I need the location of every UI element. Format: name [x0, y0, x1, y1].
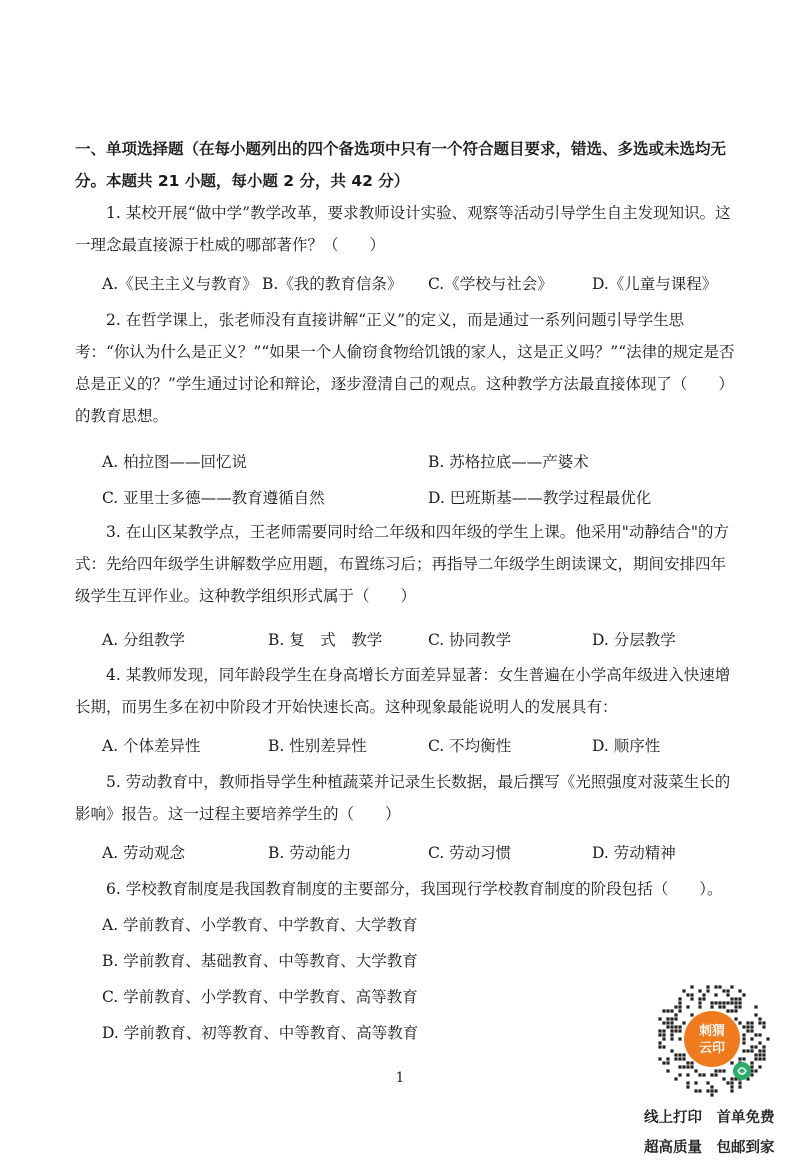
mini-program-icon — [733, 1062, 751, 1080]
page-number: 1 — [395, 1070, 405, 1086]
question-6-option-d: D. 学前教育、初等教育、中等教育、高等教育 — [102, 1024, 419, 1042]
question-3-option-b: B. 复 式 教学 — [268, 631, 383, 649]
question-1-stem: 1. 某校开展“做中学”教学改革，要求教师设计实验、观察等活动引导学生自主发现知识。这一理念最直接源于杜威的哪部著作？（ ） — [75, 204, 731, 254]
question-5-option-d: D. 劳动精神 — [592, 844, 676, 862]
question-1-option-d: D.《儿童与课程》 — [592, 275, 718, 293]
question-3-option-d: D. 分层教学 — [592, 631, 676, 649]
question-4-option-a: A. 个体差异性 — [102, 737, 201, 755]
question-6-option-b: B. 学前教育、基础教育、中等教育、大学教育 — [102, 952, 418, 970]
question-4-stem: 4. 某教师发现，同年龄段学生在身高增长方面差异显著：女生普遍在小学高年级进入快速增长期，而男生多在初中阶段才开始快速长高。这种现象最能说明人的发展具有： — [75, 666, 731, 716]
section-heading: 一、单项选择题（在每小题列出的四个备选项中只有一个符合题目要求，错选、多选或未选均无分。本题共 21 小题，每小题 2 分，共 42 分） — [75, 140, 727, 190]
question-2-option-a: A. 柏拉图——回忆说 — [102, 453, 248, 471]
question-5-option-a: A. 劳动观念 — [102, 844, 186, 862]
question-4-option-d: D. 顺序性 — [592, 737, 661, 755]
question-3-option-a: A. 分组教学 — [102, 631, 186, 649]
advert-line-1: 线上打印 首单免费 — [644, 1110, 775, 1126]
question-5-option-b: B. 劳动能力 — [268, 844, 352, 862]
question-3-stem: 3. 在山区某教学点，王老师需要同时给二年级和四年级的学生上课。他采用"动静结合"的方式：先给四年级学生讲解数学应用题，布置练习后；再指导二年级学生朗读课文，期间安排四年级学生互评作业。这种教学组织形式属于（ ） — [75, 523, 729, 605]
question-2-option-b: B. 苏格拉底——产婆术 — [428, 453, 589, 471]
question-2-stem: 2. 在哲学课上，张老师没有直接讲解“正义”的定义，而是通过一系列问题引导学生思考：“你认为什么是正义？”“如果一个人偷窃食物给饥饿的家人，这是正义吗？”“法律的规定是否总是正义的？”学生通过讨论和辩论，逐步澄清自己的观点。这种教学方法最直接体现了（ ）的教育思想。 — [75, 311, 735, 425]
question-1-option-c: C.《学校与社会》 — [428, 275, 553, 293]
question-6-option-c: C. 学前教育、小学教育、中学教育、高等教育 — [102, 988, 418, 1006]
qr-code-icon — [654, 981, 770, 1097]
question-1-option-a: A.《民主主义与教育》 — [102, 275, 258, 293]
question-5-stem: 5. 劳动教育中，教师指导学生种植蔬菜并记录生长数据，最后撰写《光照强度对菠菜生长的影响》报告。这一过程主要培养学生的（ ） — [75, 773, 731, 823]
question-6-stem: 6. 学校教育制度是我国教育制度的主要部分，我国现行学校教育制度的阶段包括（ ）。 — [106, 880, 723, 898]
question-2-option-c: C. 亚里士多德——教育遵循自然 — [102, 489, 325, 507]
question-6-option-a: A. 学前教育、小学教育、中学教育、大学教育 — [102, 916, 418, 934]
question-4-option-c: C. 不均衡性 — [428, 737, 512, 755]
qr-code[interactable] — [654, 981, 770, 1097]
svg-text:刺猬: 刺猬 — [698, 1024, 726, 1039]
question-5-option-c: C. 劳动习惯 — [428, 844, 512, 862]
qr-center-badge — [684, 1011, 740, 1067]
question-4-option-b: B. 性别差异性 — [268, 737, 367, 755]
question-3-option-c: C. 协同教学 — [428, 631, 512, 649]
svg-text:云印: 云印 — [698, 1041, 726, 1056]
question-2-option-d: D. 巴班斯基——教学过程最优化 — [428, 489, 652, 507]
advert-line-2: 超高质量 包邮到家 — [644, 1140, 775, 1156]
question-1-option-b: B.《我的教育信条》 — [262, 275, 403, 293]
